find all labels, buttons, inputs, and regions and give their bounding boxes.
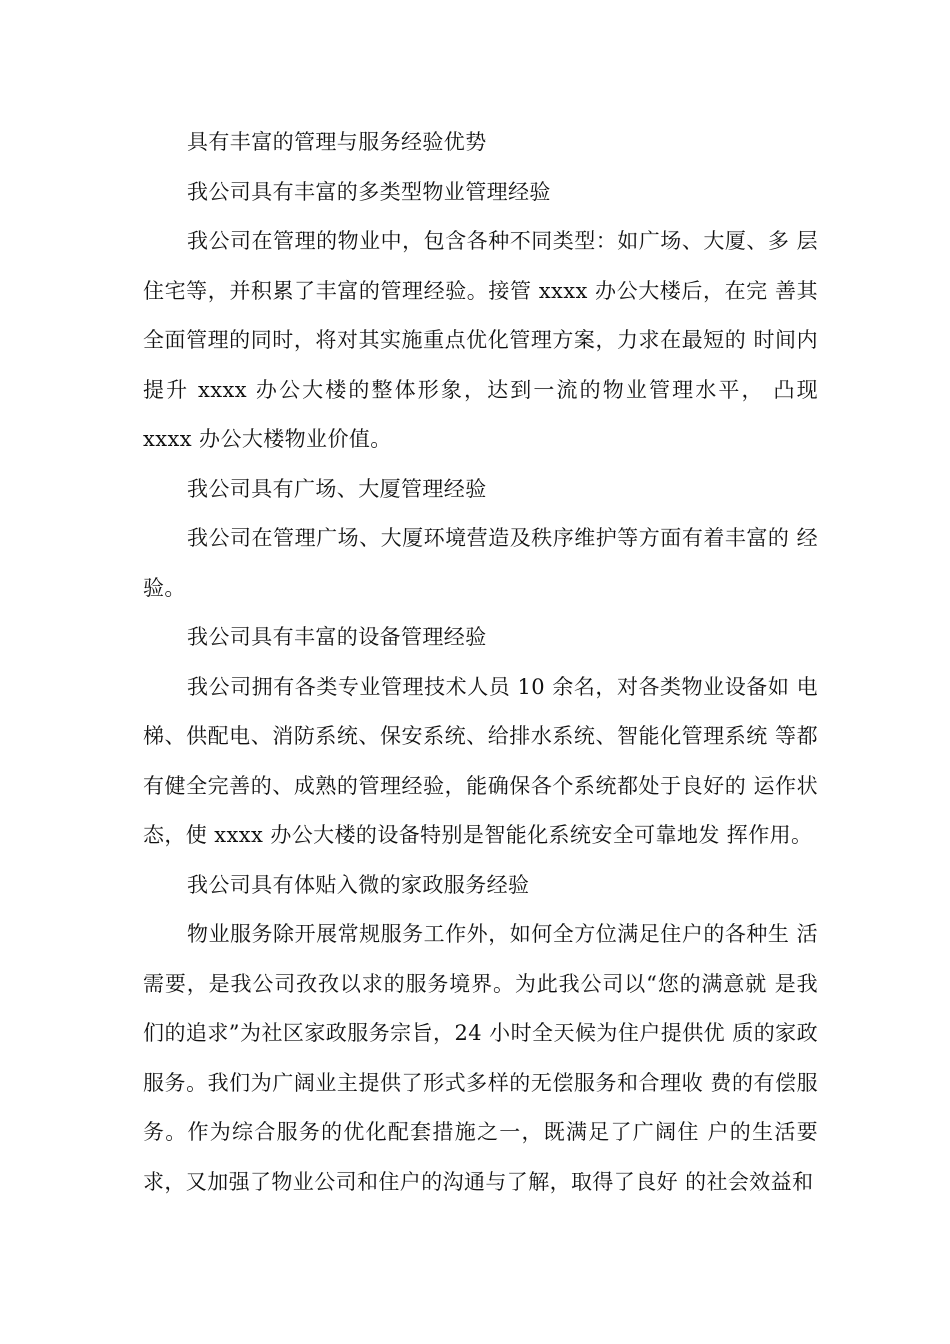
body-paragraph: 我公司在管理广场、大厦环境营造及秩序维护等方面有着丰富的 经验。 bbox=[143, 526, 818, 600]
section-heading: 具有丰富的管理与服务经验优势 bbox=[187, 130, 487, 154]
document-body bbox=[143, 118, 818, 1207]
subsection-heading: 我公司具有丰富的多类型物业管理经验 bbox=[187, 179, 551, 204]
body-paragraph: 我公司拥有各类专业管理技术人员 10 余名，对各类物业设备如 电梯、供配电、消防系统、保安系统、给排水系统、智能化管理系统 等都有健全完善的、成熟的管理经验，能确保各个系统都处于良好的 运作状态，使 xxxx 办公大楼的设备特别是智能化系统安全可靠地发 挥作用。 bbox=[143, 674, 818, 847]
body-paragraph: 物业服务除开展常规服务工作外，如何全方位满足住户的各种生 活需要，是我公司孜孜以求的服务境界。为此我公司以“您的满意就 是我们的追求”为社区家政服务宗旨，24 小时全天候为住户提供优 质的家政服务。我们为广阔业主提供了形式多样的无偿服务和合理收 费的有偿服务。作为综合服务的优化配套措施之一，既满足了广阔住 户的生活要求，又加强了物业公司和住户的沟通与了解，取得了良好 的社会效益和 bbox=[143, 922, 818, 1194]
subsection-heading: 我公司具有丰富的设备管理经验 bbox=[187, 625, 487, 649]
subsection-heading: 我公司具有广场、大厦管理经验 bbox=[187, 476, 487, 501]
body-paragraph: 我公司在管理的物业中，包含各种不同类型：如广场、大厦、多 层住宅等，并积累了丰富的管理经验。接管 xxxx 办公大楼后，在完 善其全面管理的同时，将对其实施重点优化管理方案，力求在最短的 时间内提升 xxxx 办公大楼的整体形象，达到一流的物业管理水平， 凸现 xxxx 办公大楼物业价值。 bbox=[143, 229, 818, 451]
subsection-heading: 我公司具有体贴入微的家政服务经验 bbox=[187, 872, 530, 897]
